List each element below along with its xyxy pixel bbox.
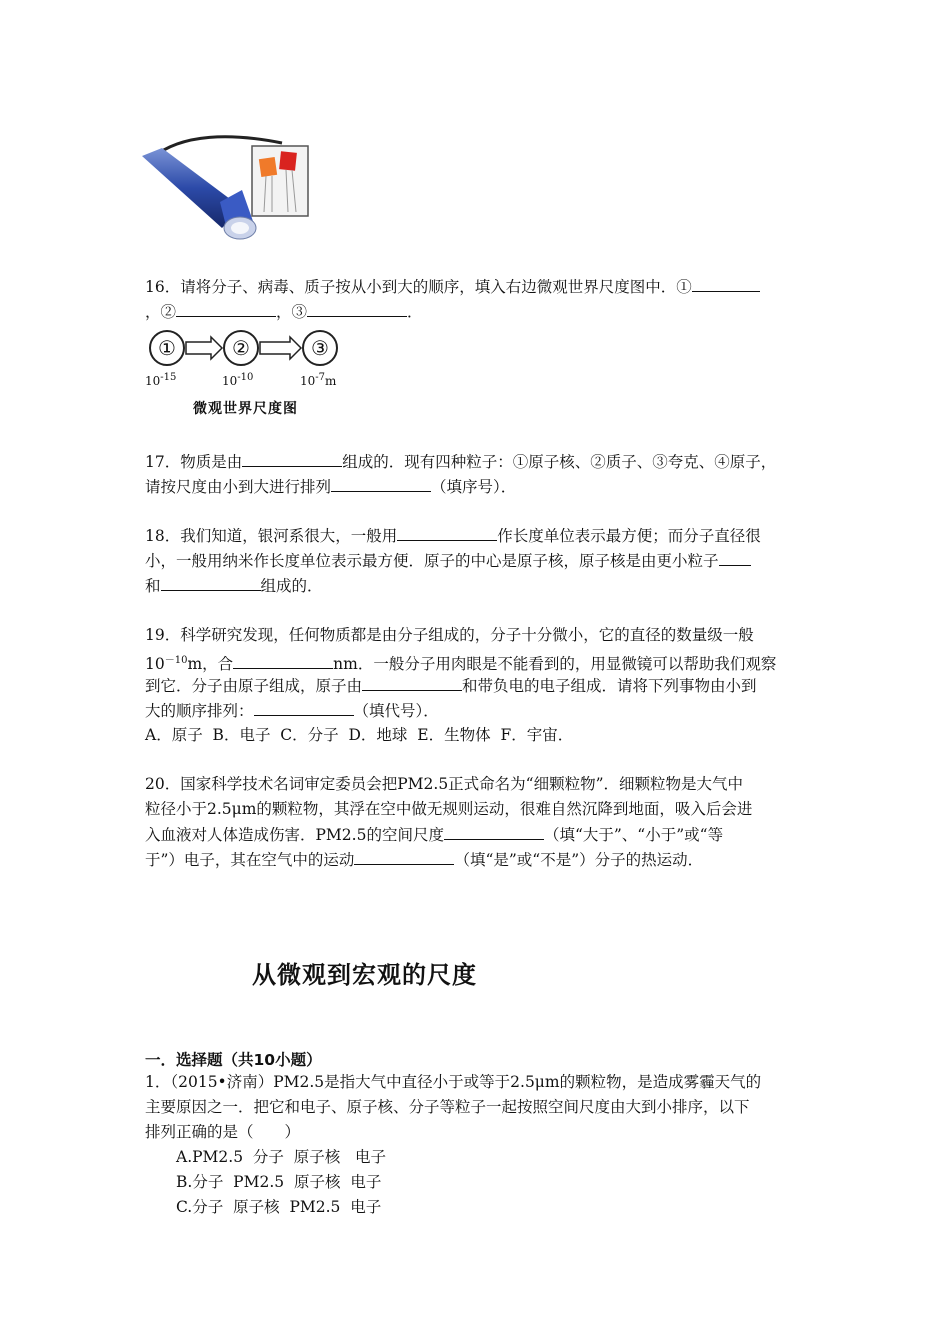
scale-label-2: $10^{-10}$ — [222, 372, 254, 388]
q19-line2: $10^{-10}m$，合 nm．一般分子用肉眼是不能看到的，用显微镜可以帮助我们观察 — [145, 648, 776, 677]
q19-line3: 到它．分子由原子组成，原子由 和带负电的电子组成．请将下列事物由小到 — [145, 673, 757, 699]
q19-blank-2[interactable] — [362, 673, 462, 691]
q18-blank-2[interactable] — [719, 548, 751, 566]
q18-line2: 小，一般用纳米作长度单位表示最方便．原子的中心是原子核，原子核是由更小粒子 — [145, 548, 751, 574]
q16-blank-3[interactable] — [307, 299, 407, 317]
circle-label-3: ③ — [311, 336, 329, 360]
q19-line5: A．原子 B．电子 C．分子 D．地球 E．生物体 F．宇宙． — [145, 726, 574, 744]
q19-blank-3[interactable] — [254, 698, 354, 716]
circle-label-2: ② — [232, 336, 250, 360]
q1-line1: 1．（2015•济南）PM2.5是指大气中直径小于或等于2.5μm的颗粒物，是造成雾霾天气的 — [145, 1073, 762, 1091]
scale-label-3: $10^{-7}m$ — [300, 372, 337, 388]
q1-option-b[interactable]: B.分子 PM2.5 原子核 电子 — [176, 1173, 382, 1191]
q16-line1: 16．请将分子、病毒、质子按从小到大的顺序，填入右边微观世界尺度图中．① — [145, 274, 760, 300]
q18-line1: 18．我们知道，银河系很大，一般用 作长度单位表示最方便；而分子直径很 — [145, 523, 761, 549]
circle-label-1: ① — [158, 336, 176, 360]
q19-blank-1[interactable] — [233, 651, 333, 669]
scale-label-1: $10^{-15}$ — [145, 372, 177, 388]
q20-line3: 入血液对人体造成伤害．PM2.5的空间尺度 （填“大于”、“小于”或“等 — [145, 822, 723, 848]
q20-line2: 粒径小于2.5μm的颗粒物，其浮在空中做无规则运动，很难自然沉降到地面，吸入后会进 — [145, 800, 753, 818]
q18-line3: 和 组成的． — [145, 573, 323, 599]
q20-line1: 20．国家科学技术名词审定委员会把PM2.5正式命名为“细颗粒物”．细颗粒物是大气中 — [145, 775, 744, 793]
page-title: 从微观到宏观的尺度 — [252, 961, 477, 989]
section-heading: 一．选择题（共10小题） — [145, 1051, 322, 1069]
flashlight-illustration — [142, 128, 310, 246]
q20-line4: 于”）电子，其在空气中的运动 （填“是”或“不是”）分子的热运动． — [145, 847, 703, 873]
q17-line2: 请按尺度由小到大进行排列 （填序号）． — [145, 474, 516, 500]
q16-blank-2[interactable] — [176, 299, 276, 317]
q16-line2: ，② ，③ ． — [145, 299, 423, 325]
q20-blank-1[interactable] — [444, 822, 544, 840]
q1-line2: 主要原因之一．把它和电子、原子核、分子等粒子一起按照空间尺度由大到小排序，以下 — [145, 1098, 750, 1116]
q1-option-c[interactable]: C.分子 原子核 PM2.5 电子 — [176, 1198, 382, 1216]
q19-line4: 大的顺序排列： （填代号）． — [145, 698, 439, 724]
q20-blank-2[interactable] — [354, 847, 454, 865]
q1-line3: 排列正确的是（ ） — [145, 1123, 301, 1141]
q1-option-a[interactable]: A.PM2.5 分子 原子核 电子 — [176, 1148, 387, 1166]
q16-blank-1[interactable] — [692, 274, 760, 292]
q19-line1: 19．科学研究发现，任何物质都是由分子组成的，分子十分微小，它的直径的数量级一般 — [145, 626, 754, 644]
q17-line1: 17．物质是由 组成的．现有四种粒子：①原子核、②质子、③夸克、④原子， — [145, 449, 776, 475]
q18-blank-3[interactable] — [161, 573, 261, 591]
q17-blank-2[interactable] — [331, 474, 431, 492]
q18-blank-1[interactable] — [397, 523, 497, 541]
diagram-caption: 微观世界尺度图 — [193, 401, 298, 417]
q17-blank-1[interactable] — [242, 449, 342, 467]
